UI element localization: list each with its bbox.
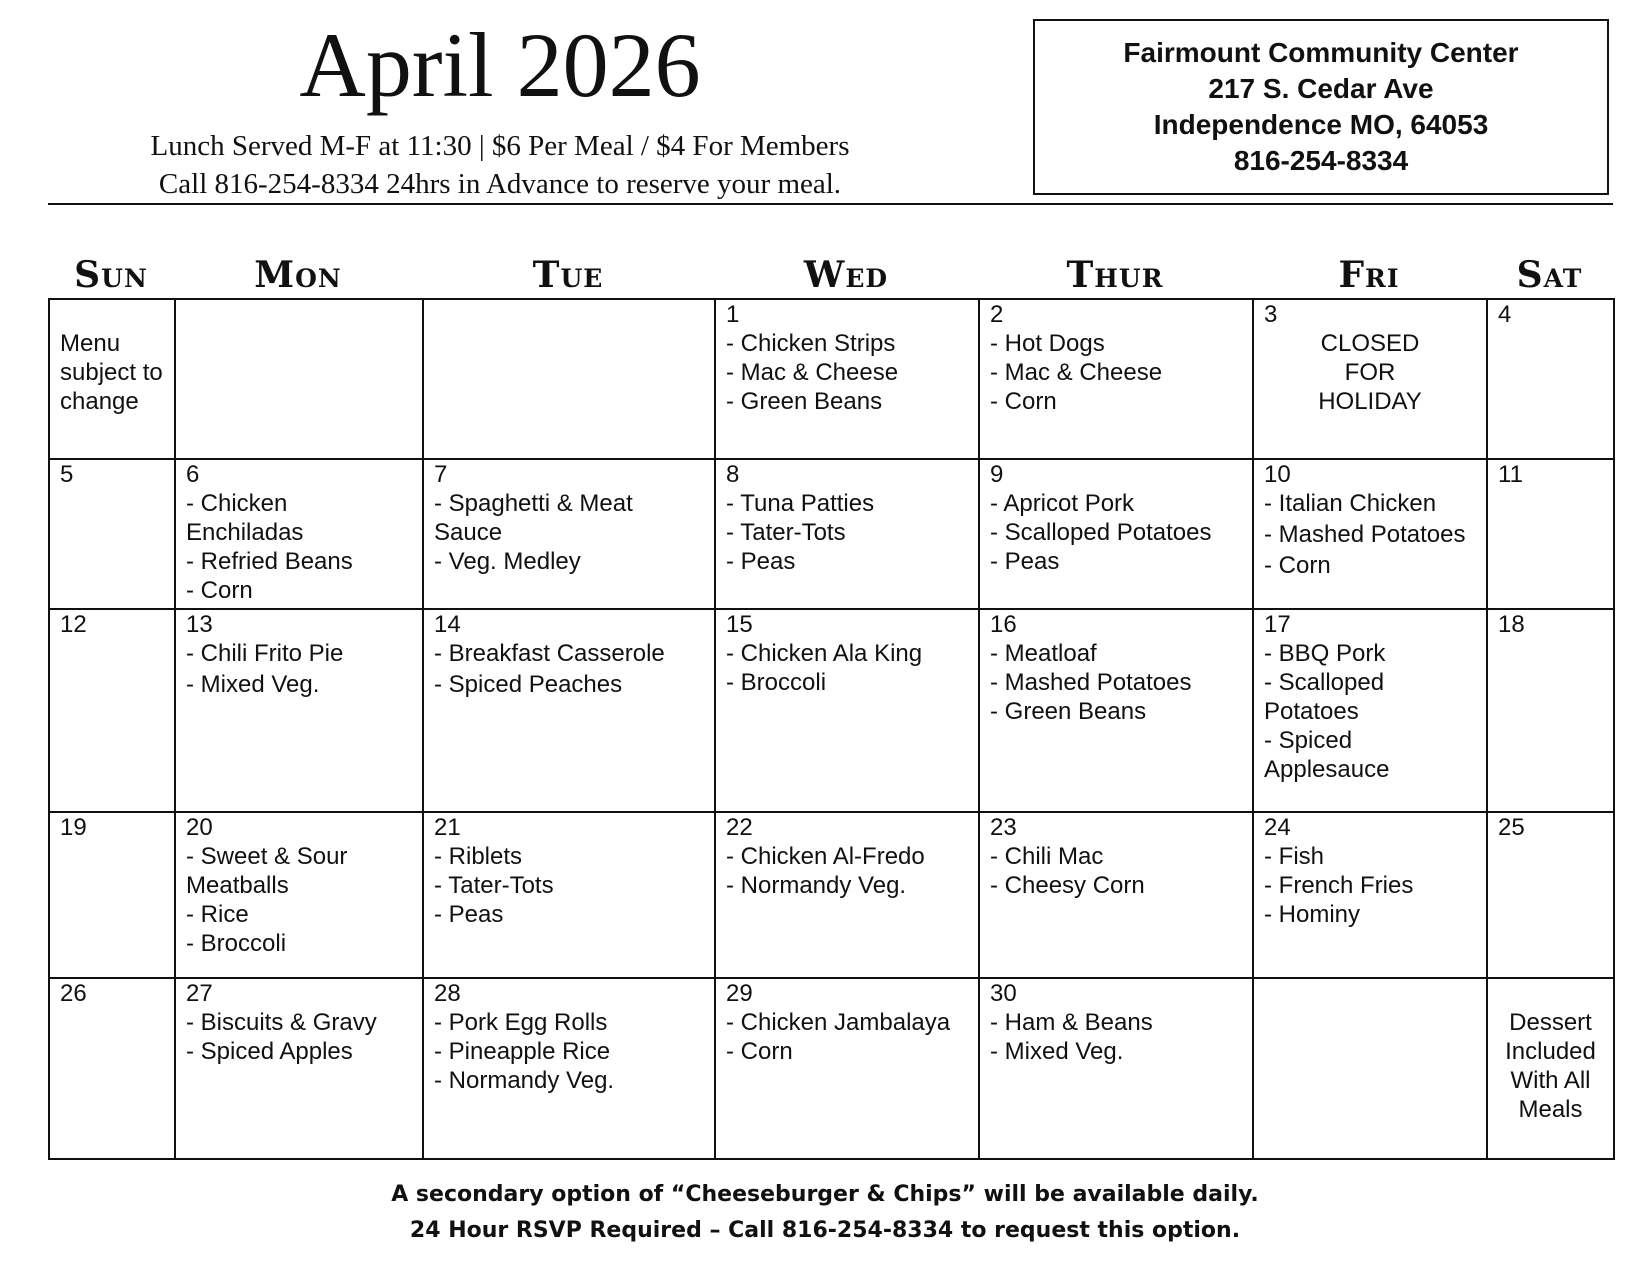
center-street: 217 S. Cedar Ave (1208, 73, 1434, 104)
day-number: 30 (990, 980, 1017, 1007)
day-number: 17 (1264, 611, 1291, 638)
calendar-grid (48, 298, 1615, 1160)
day-number (1264, 979, 1476, 1008)
calendar-cell (715, 459, 979, 609)
lunch-info: Lunch Served M-F at 11:30 | $6 Per Meal / $4 For Members (150, 130, 850, 162)
menu-change-note: change (60, 388, 139, 415)
menu-item: - Veg. Medley (434, 548, 581, 575)
menu-item: - Broccoli (726, 669, 827, 696)
menu-item: - Mashed Potatoes (990, 669, 1192, 696)
calendar-cell (423, 459, 715, 609)
calendar-cell (423, 609, 715, 812)
menu-item: - Italian Chicken (1264, 490, 1437, 517)
menu-item: - Refried Beans (186, 548, 353, 575)
menu-item: - Scalloped Potatoes (990, 519, 1212, 546)
menu-item: - Chili Frito Pie (186, 640, 344, 667)
center-info-box (1033, 19, 1609, 195)
menu-item: - Rice (186, 901, 249, 928)
menu-item: - Mac & Cheese (990, 359, 1163, 386)
calendar-cell (423, 812, 715, 978)
day-number: 12 (60, 611, 87, 638)
calendar-cell (1487, 299, 1614, 459)
menu-item: - Peas (990, 548, 1060, 575)
menu-item: - Ham & Beans (990, 1009, 1153, 1036)
day-number: 7 (434, 461, 448, 488)
day-header-thur: Thur (1066, 254, 1164, 296)
day-number: 20 (186, 814, 213, 841)
calendar-cell (49, 978, 175, 1159)
calendar-cell (979, 978, 1253, 1159)
menu-item: - Biscuits & Gravy (186, 1009, 377, 1036)
calendar-cell (1487, 978, 1614, 1159)
day-header-wed: Wed (803, 254, 889, 296)
calendar-week (49, 609, 1614, 812)
day-number: 25 (1498, 814, 1525, 841)
day-number: 28 (434, 980, 461, 1007)
day-number: 27 (186, 980, 213, 1007)
day-number: 3 (1264, 301, 1278, 328)
calendar-cell (175, 812, 423, 978)
menu-item: - Normandy Veg. (726, 872, 907, 899)
menu-item: - Tater-Tots (726, 519, 846, 546)
menu-item: - Corn (1264, 552, 1331, 579)
calendar-cell (979, 459, 1253, 609)
menu-item: - Pork Egg Rolls (434, 1009, 608, 1036)
rsvp-note: 24 Hour RSVP Required – Call 816-254-8334 to request this option. (409, 1218, 1241, 1243)
menu-item: - Pineapple Rice (434, 1038, 611, 1065)
day-number: 23 (990, 814, 1017, 841)
menu-item: Meatballs (186, 872, 289, 899)
day-header-tue: Tue (532, 254, 604, 296)
calendar-cell (1487, 609, 1614, 812)
closed-note: FOR (1344, 359, 1396, 386)
page-title: April 2026 (299, 14, 701, 116)
menu-item: - Mac & Cheese (726, 359, 899, 386)
menu-change-note: subject to (60, 359, 163, 386)
menu-item: - Mixed Veg. (990, 1038, 1124, 1065)
calendar-cell (175, 299, 423, 459)
menu-item: Potatoes (1264, 698, 1359, 725)
menu-item: - Chicken Jambalaya (726, 1009, 951, 1036)
calendar-cell (49, 609, 175, 812)
menu-item: - Chili Mac (990, 843, 1104, 870)
menu-item: - Spiced Peaches (434, 671, 623, 698)
calendar-cell (979, 812, 1253, 978)
calendar-cell (423, 299, 715, 459)
menu-item: - Meatloaf (990, 640, 1097, 667)
calendar-cell (979, 609, 1253, 812)
menu-item: - Chicken Strips (726, 330, 896, 357)
calendar-cell (1253, 812, 1487, 978)
day-number: 2 (990, 301, 1004, 328)
day-number: 19 (60, 814, 87, 841)
menu-item: Sauce (434, 519, 503, 546)
menu-item: Applesauce (1264, 756, 1390, 783)
day-number: 22 (726, 814, 753, 841)
day-number: 21 (434, 814, 461, 841)
menu-item: - Chicken Ala King (726, 640, 923, 667)
menu-item: - Fish (1264, 843, 1324, 870)
day-number: 13 (186, 611, 213, 638)
menu-item: - Mixed Veg. (186, 671, 320, 698)
calendar-cell (49, 812, 175, 978)
center-name: Fairmount Community Center (1123, 37, 1519, 68)
calendar-week (49, 978, 1614, 1159)
header-divider (48, 203, 1613, 205)
menu-item: - Chicken Al-Fredo (726, 843, 925, 870)
day-number (434, 300, 704, 329)
center-phone: 816-254-8334 (1233, 145, 1409, 176)
dessert-note: Meals (1518, 1096, 1583, 1123)
dessert-note: With All (1510, 1067, 1591, 1094)
menu-item: - BBQ Pork (1264, 640, 1386, 667)
day-number: 11 (1498, 461, 1523, 488)
closed-note: HOLIDAY (1318, 388, 1422, 415)
menu-item: - Hot Dogs (990, 330, 1105, 357)
menu-item: - Corn (726, 1038, 793, 1065)
center-city: Independence MO, 64053 (1153, 109, 1489, 140)
calendar-cell (1253, 978, 1487, 1159)
menu-item: Enchiladas (186, 519, 304, 546)
day-number: 26 (60, 980, 87, 1007)
calendar-cell (175, 609, 423, 812)
day-number: 5 (60, 461, 74, 488)
closed-note: CLOSED (1320, 330, 1420, 357)
menu-item: - Scalloped (1264, 669, 1385, 696)
menu-item: - French Fries (1264, 872, 1414, 899)
calendar-cell (175, 459, 423, 609)
calendar-cell (715, 978, 979, 1159)
menu-item: - Spiced (1264, 727, 1353, 754)
day-number: 18 (1498, 611, 1525, 638)
menu-item: - Mashed Potatoes (1264, 521, 1466, 548)
menu-item: - Breakfast Casserole (434, 640, 665, 667)
day-number (186, 300, 412, 329)
calendar-cell (1253, 609, 1487, 812)
menu-item: - Tuna Patties (726, 490, 875, 517)
calendar-cell (1487, 459, 1614, 609)
menu-item: - Tater-Tots (434, 872, 554, 899)
menu-item: - Cheesy Corn (990, 872, 1145, 899)
day-header-fri: Fri (1338, 254, 1400, 296)
day-number: 4 (1498, 301, 1512, 328)
menu-item: - Spiced Apples (186, 1038, 353, 1065)
day-header-sat: Sat (1516, 254, 1583, 296)
menu-item: - Broccoli (186, 930, 287, 957)
reservation-info: Call 816-254-8334 24hrs in Advance to reserve your meal. (158, 168, 842, 200)
menu-item: - Corn (186, 577, 253, 604)
calendar-cell (715, 609, 979, 812)
day-number: 29 (726, 980, 753, 1007)
day-number: 9 (990, 461, 1004, 488)
day-number (1498, 979, 1603, 1008)
day-number (60, 300, 164, 329)
day-number: 14 (434, 611, 461, 638)
calendar-week (49, 299, 1614, 459)
secondary-option-note: A secondary option of “Cheeseburger & Chips” will be available daily. (391, 1182, 1259, 1207)
menu-item: - Riblets (434, 843, 523, 870)
calendar-cell (1253, 299, 1487, 459)
menu-item: - Apricot Pork (990, 490, 1135, 517)
day-number: 8 (726, 461, 740, 488)
menu-item: - Peas (726, 548, 796, 575)
menu-item: - Spaghetti & Meat (434, 490, 633, 517)
day-number: 15 (726, 611, 753, 638)
calendar-cell (423, 978, 715, 1159)
menu-item: - Chicken (186, 490, 288, 517)
calendar-cell (979, 299, 1253, 459)
day-number: 24 (1264, 814, 1291, 841)
calendar-week (49, 812, 1614, 978)
day-number: 10 (1264, 461, 1291, 488)
day-header-mon: Mon (254, 254, 342, 296)
dessert-note: Included (1505, 1038, 1596, 1065)
calendar-cell (49, 299, 175, 459)
menu-item: - Corn (990, 388, 1057, 415)
day-header-sun: Sun (74, 254, 148, 296)
dessert-note: Dessert (1509, 1009, 1592, 1036)
calendar-cell (175, 978, 423, 1159)
calendar-cell (1487, 812, 1614, 978)
calendar-cell (715, 812, 979, 978)
menu-item: - Normandy Veg. (434, 1067, 615, 1094)
menu-item: - Green Beans (726, 388, 883, 415)
menu-item: - Sweet & Sour (186, 843, 348, 870)
calendar-cell (715, 299, 979, 459)
calendar-cell (49, 459, 175, 609)
menu-change-note: Menu (60, 330, 121, 357)
menu-item: - Peas (434, 901, 504, 928)
calendar-cell (1253, 459, 1487, 609)
day-number: 6 (186, 461, 200, 488)
day-number: 16 (990, 611, 1017, 638)
day-number: 1 (726, 301, 740, 328)
calendar-week (49, 459, 1614, 609)
menu-item: - Hominy (1264, 901, 1361, 928)
menu-item: - Green Beans (990, 698, 1147, 725)
